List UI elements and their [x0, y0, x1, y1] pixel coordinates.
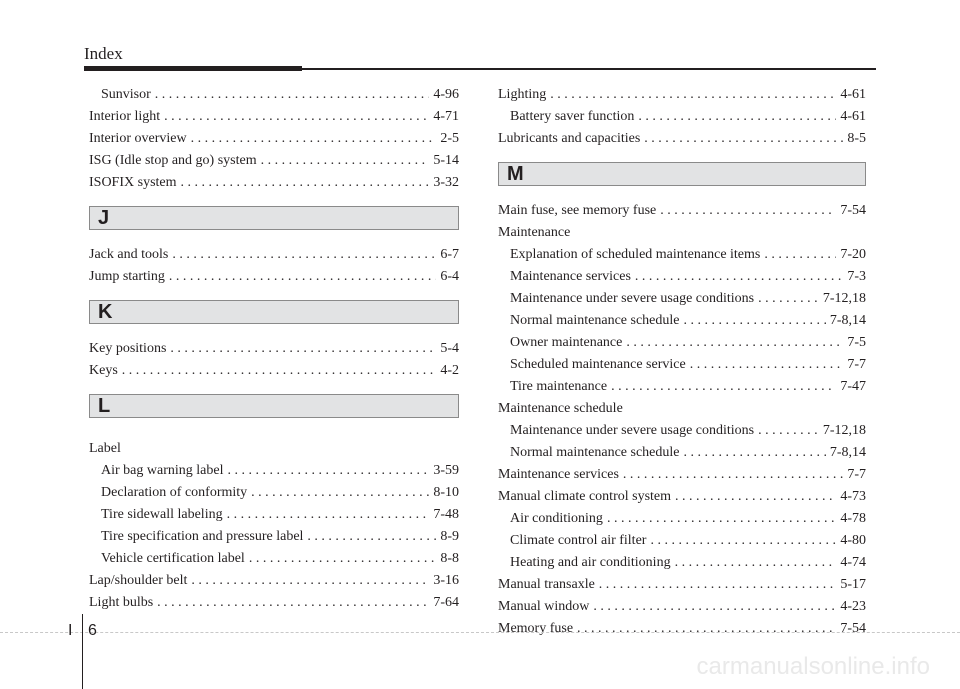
index-entry: Maintenance under severe usage conditions . . . 7-12,18 — [498, 420, 866, 442]
index-entry: Tire maintenance . . . 7-47 — [498, 376, 866, 398]
index-entry: Maintenance services . . . 7-3 — [498, 266, 866, 288]
index-entry: ISOFIX system . . . 3-32 — [89, 172, 459, 194]
index-entry: Normal maintenance schedule . . . 7-8,14 — [498, 310, 866, 332]
index-entry: Tire sidewall labeling . . . 7-48 — [89, 504, 459, 526]
index-entry: Vehicle certification label . . . 8-8 — [89, 548, 459, 570]
index-entry: ISG (Idle stop and go) system . . . 5-14 — [89, 150, 459, 172]
index-entry: Manual window . . . 4-23 — [498, 596, 866, 618]
index-entry: Scheduled maintenance service . . . 7-7 — [498, 354, 866, 376]
footer-page-number: 6 — [88, 622, 97, 639]
index-entry: Memory fuse . . . 7-54 — [498, 618, 866, 640]
index-entry: Key positions . . . 5-4 — [89, 338, 459, 360]
index-entry: Lap/shoulder belt . . . 3-16 — [89, 570, 459, 592]
index-entry: Battery saver function . . . 4-61 — [498, 106, 866, 128]
index-entry: Lighting . . . 4-61 — [498, 84, 866, 106]
index-heading: Label — [89, 441, 121, 456]
watermark: carmanualsonline.info — [696, 653, 930, 680]
page-title: Index — [84, 44, 123, 63]
index-entry: Air conditioning . . . 4-78 — [498, 508, 866, 530]
index-entry: Jack and tools . . . 6-7 — [89, 244, 459, 266]
section-letter-m: M — [498, 162, 866, 186]
index-entry: Manual transaxle . . . 5-17 — [498, 574, 866, 596]
index-right-column — [498, 84, 866, 640]
header-rule-thick — [84, 66, 302, 71]
index-heading: Maintenance schedule — [498, 401, 623, 416]
header-rule-thin — [302, 68, 876, 70]
index-entry: Normal maintenance schedule . . . 7-8,14 — [498, 442, 866, 464]
index-entry: Light bulbs . . . 7-64 — [89, 592, 459, 614]
index-left-column — [89, 84, 459, 614]
section-letter-l: L — [89, 394, 459, 418]
section-letter-k: K — [89, 300, 459, 324]
index-entry: Maintenance under severe usage conditions . . . 7-12,18 — [498, 288, 866, 310]
index-entry: Sunvisor . . . 4-96 — [89, 84, 459, 106]
index-entry: Heating and air conditioning . . . 4-74 — [498, 552, 866, 574]
section-letter-j: J — [89, 206, 459, 230]
index-entry: Manual climate control system . . . 4-73 — [498, 486, 866, 508]
index-entry: Tire specification and pressure label . . . 8-9 — [89, 526, 459, 548]
index-entry: Climate control air filter . . . 4-80 — [498, 530, 866, 552]
index-entry: Owner maintenance . . . 7-5 — [498, 332, 866, 354]
footer-section-letter: I — [68, 622, 73, 639]
footer-vertical-rule — [82, 614, 83, 689]
index-heading: Maintenance — [498, 225, 571, 240]
index-entry: Lubricants and capacities . . . 8-5 — [498, 128, 866, 150]
footer-dashed-rule — [0, 632, 960, 633]
index-entry: Main fuse, see memory fuse . . . 7-54 — [498, 200, 866, 222]
index-entry: Keys . . . 4-2 — [89, 360, 459, 382]
index-entry: Maintenance services . . . 7-7 — [498, 464, 866, 486]
index-entry: Jump starting . . . 6-4 — [89, 266, 459, 288]
index-entry: Interior overview . . . 2-5 — [89, 128, 459, 150]
index-entry: Explanation of scheduled maintenance items . . . 7-20 — [498, 244, 866, 266]
index-entry: Air bag warning label . . . 3-59 — [89, 460, 459, 482]
index-entry: Interior light . . . 4-71 — [89, 106, 459, 128]
index-entry: Declaration of conformity . . . 8-10 — [89, 482, 459, 504]
